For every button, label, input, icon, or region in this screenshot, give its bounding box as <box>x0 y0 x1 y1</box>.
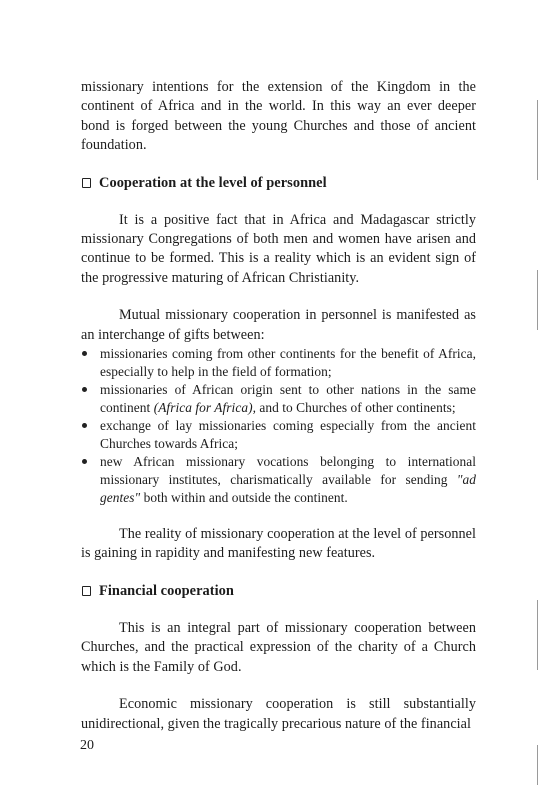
list-item <box>81 417 476 453</box>
section-heading-financial <box>81 582 476 601</box>
page-edge-mark <box>537 100 538 180</box>
heading-text: Financial cooperation <box>99 582 234 599</box>
bullet-icon <box>82 351 87 356</box>
list-item-text: new African missionary vocations belonging to international missionary institutes, charismatically available for sending <box>100 454 476 488</box>
paragraph: Mutual missionary cooperation in personnel is manifested as an interchange of gifts between: <box>81 307 476 343</box>
page-edge-mark <box>537 600 538 670</box>
checkbox-icon <box>82 586 91 596</box>
page-body <box>81 78 476 734</box>
list-item-text: both within and outside the continent. <box>140 490 348 506</box>
list-item-text: exchange of lay missionaries coming especially from the ancient Churches towards Africa; <box>100 418 476 452</box>
section-heading-personnel <box>81 174 476 193</box>
paragraph: It is a positive fact that in Africa and Madagascar strictly missionary Congregations of both men and women have arisen and continue to be formed. This is a reality which is an evident sign of the progressive maturing of African Christianity. <box>81 211 476 286</box>
list-item-italic: "ad gentes" <box>100 472 476 506</box>
bullet-icon <box>82 387 87 392</box>
list-item <box>81 453 476 507</box>
list-item-text: and to Churches of other continents; <box>255 400 456 416</box>
list-item-text: missionaries coming from other continents for the benefit of Africa, especially to help in the field of formation; <box>100 346 476 380</box>
bullet-icon <box>82 459 87 464</box>
list-item-italic: (Africa for Africa), <box>153 400 256 416</box>
bullet-icon <box>82 423 87 428</box>
page-number: 20 <box>80 738 94 753</box>
paragraph-continued: missionary intentions for the extension of the Kingdom in the continent of Africa and in the world. In this way an ever deeper bond is forged between the young Churches and those of ancient foundation. <box>81 79 476 154</box>
list-item <box>81 381 476 417</box>
heading-text: Cooperation at the level of personnel <box>99 174 327 191</box>
paragraph: Economic missionary cooperation is still substantially unidirectional, given the tragically precarious nature of the financial <box>81 696 476 732</box>
paragraph: The reality of missionary cooperation at the level of personnel is gaining in rapidity and manifesting new features. <box>81 526 476 562</box>
bullet-list <box>81 345 476 507</box>
checkbox-icon <box>82 178 91 188</box>
list-item <box>81 345 476 381</box>
paragraph: This is an integral part of missionary cooperation between Churches, and the practical expression of the charity of a Church which is the Family of God. <box>81 619 476 675</box>
page-edge-mark <box>537 745 538 785</box>
list-item-text: missionaries of African origin sent to other nations in the same continent <box>100 382 476 416</box>
page-edge-mark <box>537 270 538 330</box>
